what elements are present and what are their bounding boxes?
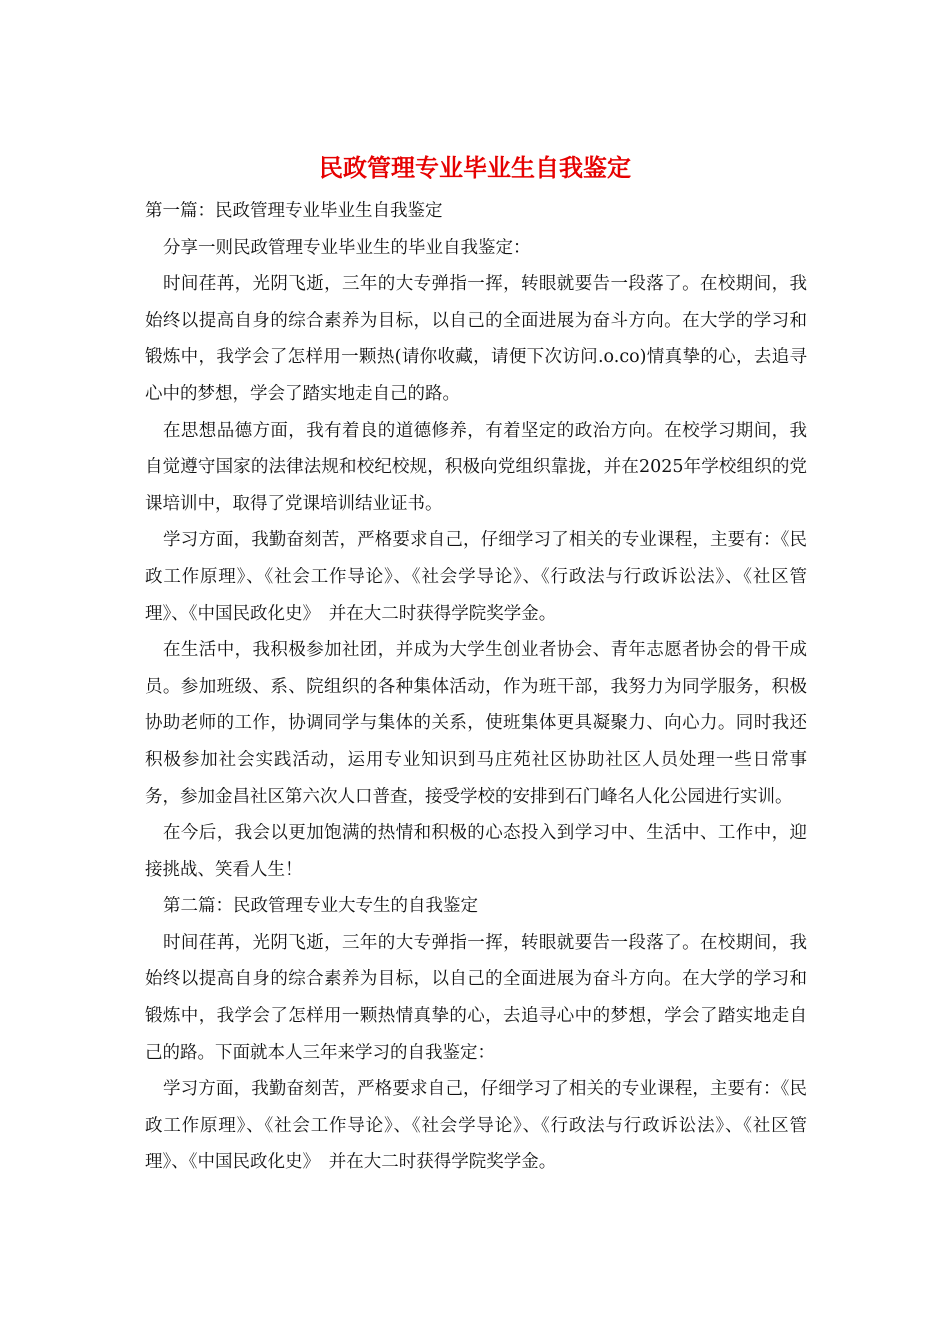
section-heading-2: 第二篇：民政管理专业大专生的自我鉴定 (163, 896, 478, 917)
paragraph-study: 学习方面，我勤奋刻苦，严格要求自己，仔细学习了相关的专业课程，主要有：《民政工作原理》、《社会工作导论》、《社会学导论》、《行政法与行政诉讼法》、《社区管理》、《中国民政化史》 并在大二时获得学院奖学金。 (145, 530, 807, 624)
document-title: 民政管理专业毕业生自我鉴定 (319, 153, 631, 182)
document-body (145, 193, 807, 1181)
paragraph-morality: 在思想品德方面，我有着良的道德修养，有着坚定的政治方向。在校学习期间，我自觉遵守国家的法律法规和校纪校规，积极向党组织靠拢，并在2025年学校组织的党课培训中，取得了党课培训结业证书。 (145, 420, 807, 514)
section-heading-1: 第一篇：民政管理专业毕业生自我鉴定 (145, 201, 443, 221)
paragraph-opening-2: 时间荏苒，光阴飞逝，三年的大专弹指一挥，转眼就要告一段落了。在校期间，我始终以提高自身的综合素养为目标，以自己的全面进展为奋斗方向。在大学的学习和锻炼中，我学会了怎样用一颗热情真挚的心，去追寻心中的梦想，学会了踏实地走自己的路。下面就本人三年来学习的自我鉴定： (145, 932, 807, 1063)
paragraph-study-2: 学习方面，我勤奋刻苦，严格要求自己，仔细学习了相关的专业课程，主要有：《民政工作原理》、《社会工作导论》、《社会学导论》、《行政法与行政诉讼法》、《社区管理》、《中国民政化史》 并在大二时获得学院奖学金。 (145, 1079, 807, 1173)
paragraph-opening: 时间荏苒，光阴飞逝，三年的大专弹指一挥，转眼就要告一段落了。在校期间，我始终以提高自身的综合素养为目标，以自己的全面进展为奋斗方向。在大学的学习和锻炼中，我学会了怎样用一颗热(请你收藏，请便下次访问.o.co)情真挚的心，去追寻心中的梦想，学会了踏实地走自己的路。 (145, 274, 807, 404)
paragraph-intro: 分享一则民政管理专业毕业生的毕业自我鉴定： (163, 237, 531, 258)
paragraph-future: 在今后，我会以更加饱满的热情和积极的心态投入到学习中、生活中、工作中，迎接挑战、笑看人生！ (145, 823, 807, 880)
paragraph-life: 在生活中，我积极参加社团，并成为大学生创业者协会、青年志愿者协会的骨干成员。参加班级、系、院组织的各种集体活动，作为班干部，我努力为同学服务，积极协助老师的工作，协调同学与集体的关系，使班集体更具凝聚力、向心力。同时我还积极参加社会实践活动，运用专业知识到马庄苑社区协助社区人员处理一些日常事务，参加金昌社区第六次人口普查，接受学校的安排到石门峰名人化公园进行实训。 (145, 640, 807, 807)
